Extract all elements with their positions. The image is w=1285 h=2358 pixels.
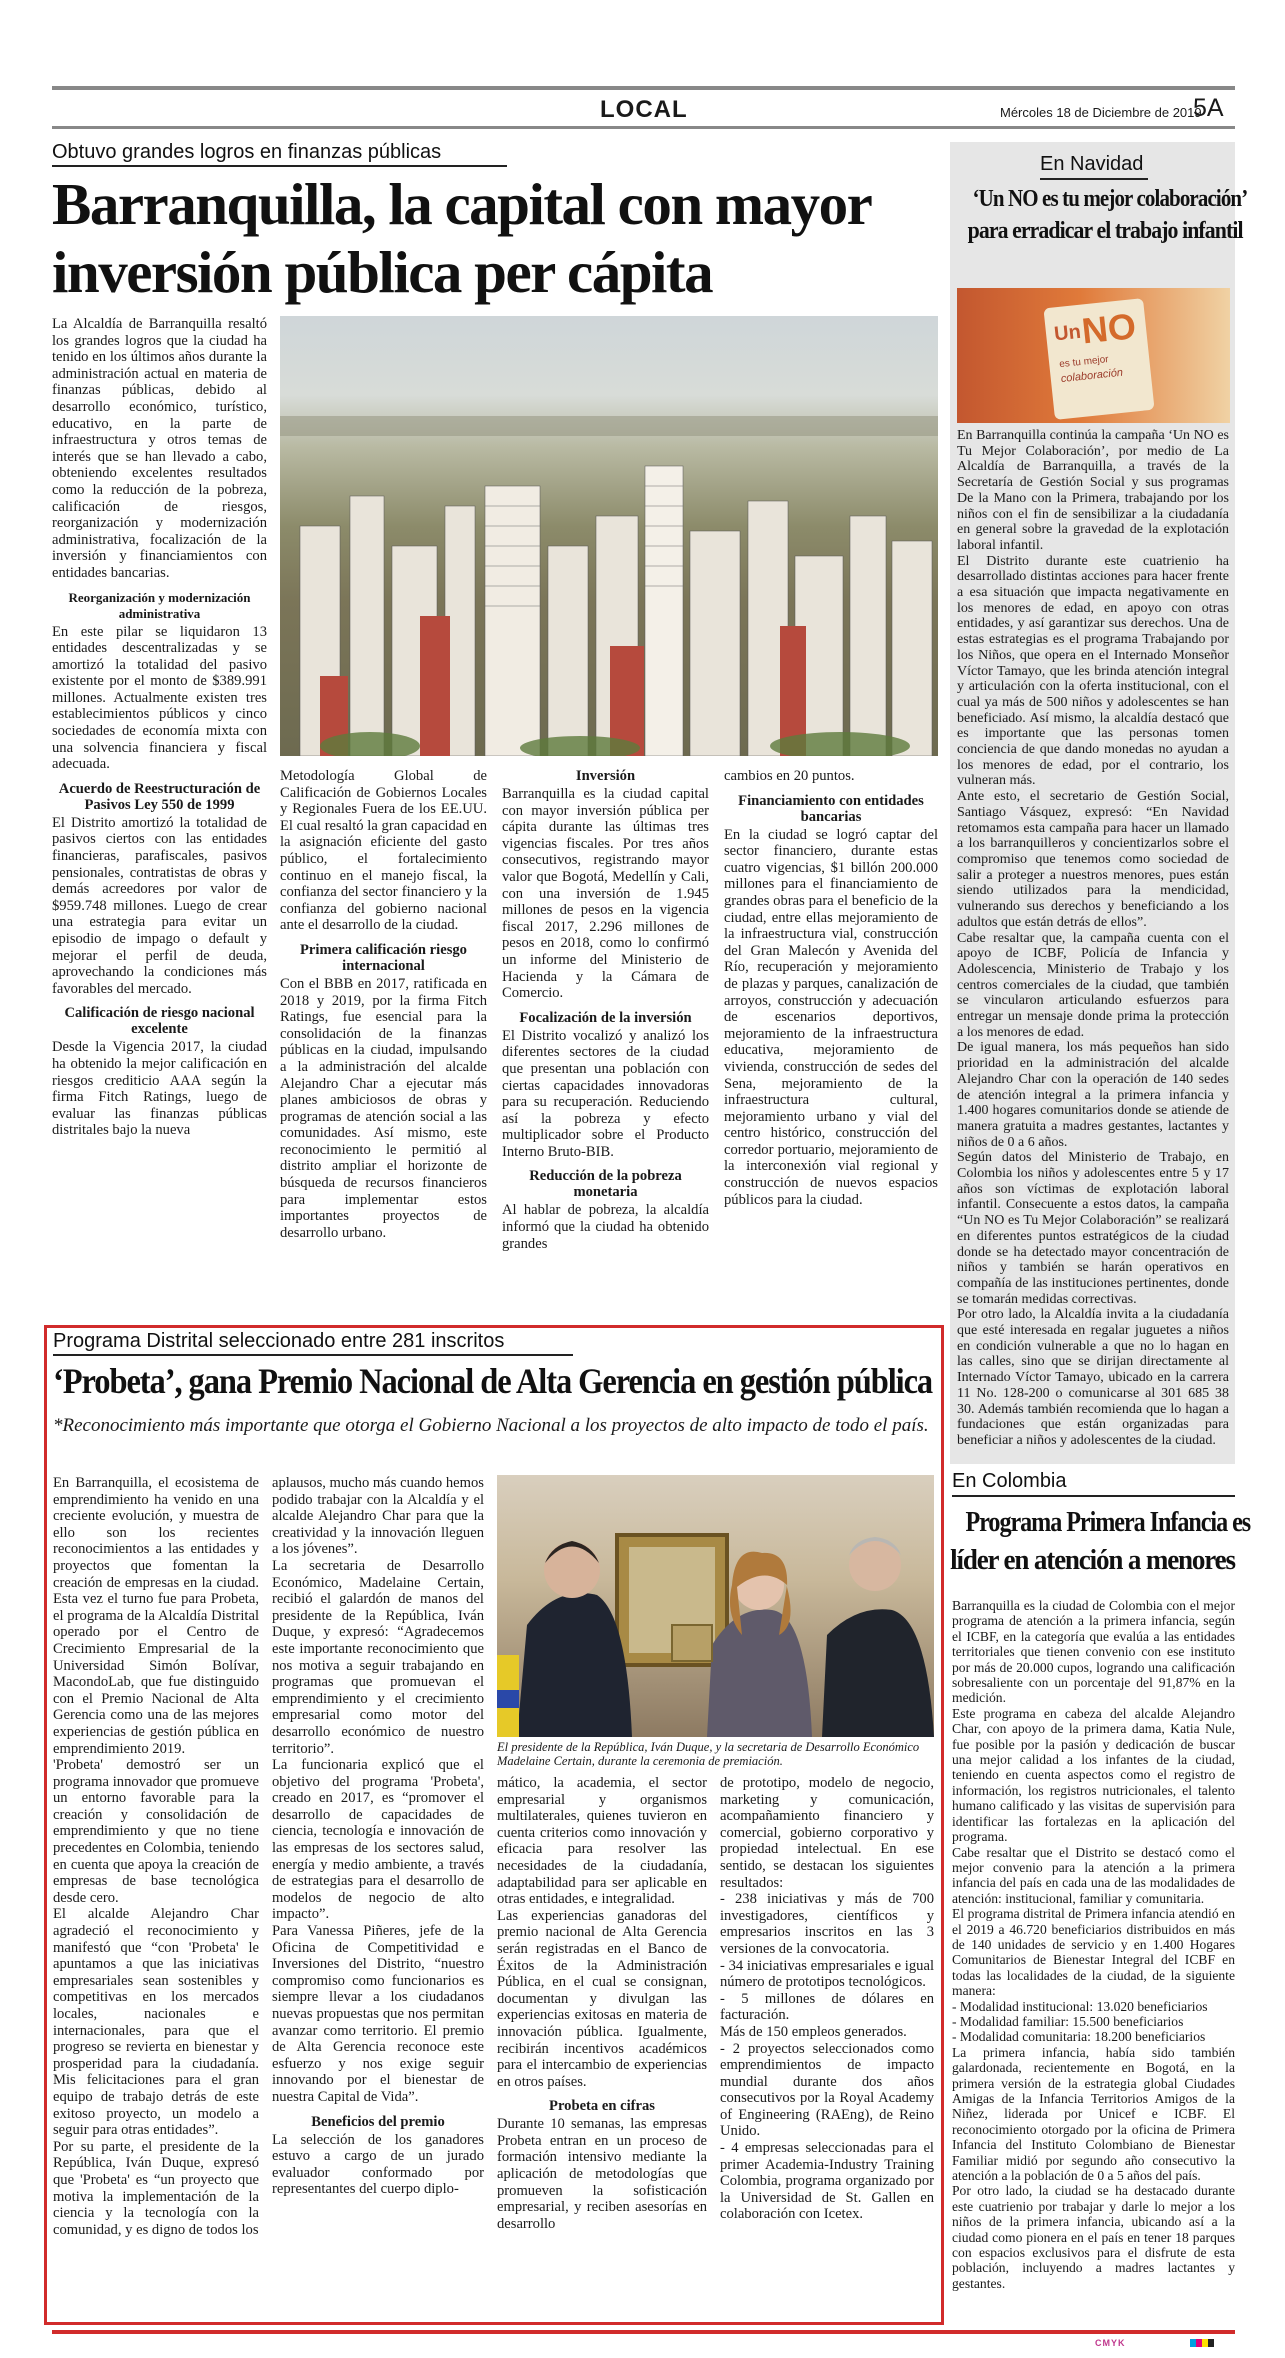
main-headline-line1: Barranquilla, la capital con mayor — [52, 171, 872, 237]
list-item: Más de 150 empleos generados. — [720, 2023, 907, 2040]
paragraph: El Distrito amortizó la totalidad de pasivos ciertos con las entidades financieras, parafiscales, pasivos pensionales, contratistas de obras y demás acreedores por valor de $959.748 millones. Luego de crear una estrategia para evitar un episodio de impago o default y mejorar el perfil de deuda, aprovechando la condiciones más favorables del mercado. — [52, 814, 267, 997]
paragraph: En Barranquilla, el ecosistema de emprendimiento ha venido en una creciente evolución, y muestra de ello son los recientes reconocimientos a las entidades y proyectos que fomentan la creación de empresas en la ciudad. Esta vez el turno fue para Probeta, el programa de la Alcaldía Distrital operado por el Centro de Crecimiento Empresarial de la Universidad Simón Bolívar, MacondoLab, que fue distinguido con el Premio Nacional de Alta Gerencia como una de las mejores experiencias de gestión pública en emprendimiento 2019. — [53, 1475, 259, 1757]
paragraph: Para Vanessa Piñeres, jefe de la Oficina de Competitividad e Inversiones del Distrito, “nuestro compromiso como funcionarios es siempre llevar a los ciudadanos nuevas propuestas que nos permitan avanzar como territorio. El premio de Alta Gerencia reconoce este esfuerzo y nos exige seguir innovando por el bienestar de nuestra Capital de Vida”. — [272, 1923, 484, 2105]
paragraph: En este pilar se liquidaron 13 entidades descentralizadas y se amortizó la totalidad del pasivo existente por el monto de $389.991 millones. Actualmente existen tres establecimientos públicos y cinco sociedades de economía mixta con una solvencia financiera y fiscal adecuada. — [52, 623, 267, 773]
paragraph: 'Probeta' demostró ser un programa innovador que promueve un entorno favorable para la creación y consolidación de emprendimiento y que no tiene precedentes en Colombia, teniendo en cuenta que apoya la creación de empresas de base tecnológica desde cero. — [53, 1757, 259, 1906]
subhead-probeta-cifras: Probeta en cifras — [549, 2098, 655, 2115]
paragraph: De igual manera, los más pequeños han sido prioridad en la administración del alcalde Alejandro Char con la operación de 140 sedes de atención integral a la primera infancia y 1.400 hogares comunitarios donde se atiende de manera gratuita a madres gestantes, lactantes y niños de 0 a 6 años. — [957, 1040, 1229, 1150]
subhead-reduccion-pobreza: Reducción de la pobreza monetaria — [529, 1168, 682, 1201]
paragraph: Por su parte, el presidente de la República, Iván Duque, expresó que 'Probeta' es “un proyecto que motiva la implementación de la ciencia y la tecnología con la comunidad, y es digno de todos los — [53, 2138, 259, 2238]
paragraph: Por otro lado, la ciudad se ha destacado durante este cuatrienio por trabajar y darle lo mejor a los niños de la primera infancia, ubicando así a la ciudad como pionera en el país en tener 18 parques con espacios exclusivos para el disfrute de esta población, incluyendo a madres lactantes y gestantes. — [952, 2183, 1235, 2291]
colombia-body — [952, 1598, 1235, 2320]
paragraph: El programa distrital de Primera infancia atendió en el 2019 a 46.720 beneficiarios distribuidos en más de 140 unidades de servicio y en 1.400 Hogares Comunitarios de Bienestar Integral del ICBF en todas las localidades de la ciudad, de la siguiente manera: — [952, 1906, 1235, 1999]
poster-text: colaboración — [1060, 366, 1124, 386]
subhead-primera-calificacion: Primera calificación riesgo internacional — [300, 941, 467, 974]
paragraph: mático, la academia, el sector empresarial y organismos multilaterales, quienes tuvieron en cuenta criterios como innovación y eficacia para resolver las necesidades de la ciudadanía, adaptabilidad para ser aplicable en otras entidades, e integralidad. — [497, 1775, 707, 1908]
subhead-financiamiento: Financiamiento con entidades bancarias — [738, 792, 924, 825]
subhead-focalizacion: Focalización de la inversión — [519, 1009, 692, 1026]
bottom-rule — [52, 2330, 1235, 2334]
colombia-kicker-underline — [952, 1495, 1235, 1497]
navidad-headline-line2: para erradicar el trabajo infantil — [967, 218, 1243, 244]
main-kicker: Obtuvo grandes logros en finanzas públicas — [52, 141, 442, 163]
paragraph: Durante 10 semanas, las empresas Probeta entran en un proceso de formación intensivo mediante la aplicación de metodologías que promueven la sofisticación empresarial, y reciben asesorías en desarrollo — [497, 2116, 707, 2232]
paragraph: Metodología Global de Calificación de Gobiernos Locales y Regionales Fuera de los EE.UU. El cual resaltó la gran capacidad en la asignación eficiente del gasto público, el fortalecimiento continuo en el manejo fiscal, la confianza del sector financiero y la confianza del gobierno nacional ante el desarrollo de la ciudad. — [280, 768, 487, 934]
navidad-headline-line1: ‘Un NO es tu mejor colaboración’ — [972, 186, 1248, 212]
paragraph: Barranquilla es la ciudad de Colombia con el mejor programa de atención a la primera infancia, según el ICBF, en la categoría que evalúa a las entidades territoriales que tienen convenio con ese instituto por más de 20.000 cupos, logrando una calificación sobresaliente con un porcentaje del 91,87% en la medición. — [952, 1598, 1235, 1706]
list-item: - 2 proyectos seleccionados como emprendimientos de impacto mundial durante dos años consecutivos por la Royal Academy of Engineering (RAEng), de Reino Unido. — [720, 2040, 934, 2140]
section-name: LOCAL — [600, 96, 688, 123]
city-skyline-photo — [280, 316, 938, 756]
paragraph: cambios en 20 puntos. — [724, 768, 855, 784]
list-item: - Modalidad comunitaria: 18.200 beneficiarios — [952, 2029, 1206, 2045]
paragraph: Al hablar de pobreza, la alcaldía informó que la ciudad ha obtenido grandes — [502, 1202, 709, 1252]
paragraph: Con el BBB en 2017, ratificada en 2018 y 2019, por la firma Fitch Ratings, fue esencial para la consolidación de la finanzas públicas en la ciudad, impulsando a la administración del alcalde Alejandro Char a ejecutar más planes ambiciosos de obras y programas de atención social a las comunidades. Así mismo, este reconocimiento le permitió al distrito ampliar el horizonte de búsqueda de recursos financieros para implementar estos importantes proyectos de desarrollo urbano. — [280, 975, 487, 1241]
top-rule — [52, 86, 1235, 90]
paragraph: de prototipo, modelo de negocio, marketing y comunicación, acompañamiento financiero y comercial, gobierno corporativo y propiedad intelectual. En ese sentido, se destacan los siguientes resultados: — [720, 1775, 934, 1891]
paragraph: La selección de los ganadores estuvo a cargo de un jurado evaluador conformado por representantes del cuerpo diplo- — [272, 2131, 484, 2198]
paragraph: Cabe resaltar que, la campaña cuenta con el apoyo de ICBF, Policía de Infancia y Adolescencia, Ministerio de Trabajo y los centros comerciales de la ciudad, que también se vincularon articulando esfuerzos para entregar un mensaje donde prima la protección a los menores de edad. — [957, 930, 1229, 1040]
award-scene-illustration — [497, 1475, 934, 1737]
paragraph: El alcalde Alejandro Char agradeció el reconocimiento y manifestó que “con 'Probeta' le apuntamos a que las iniciativas empresariales sean sostenibles y competitivas en los mercados locales, nacionales e internacionales, para que el progreso se revierta en bienestar y prosperidad para la ciudadanía. Mis felicitaciones para el gran equipo de trabajo detrás de este exitoso proyecto, un modelo a seguir para otras entidades”. — [53, 1906, 259, 2139]
page-number: 5A — [1193, 94, 1224, 122]
navidad-kicker: En Navidad — [1040, 153, 1144, 175]
paragraph: Ante esto, el secretario de Gestión Social, Santiago Vásquez, expresó: “En Navidad retomamos esta campaña para hacer un llamado a los barranquilleros y concientizarlos sobre el compromiso que tenemos como sociedad de salir a proteger a nuestros menores, pues están siendo utilizados para la mendicidad, vulnerando sus derechos y beneficiando a los adultos que están detrás de ellos”. — [957, 789, 1229, 930]
probeta-headline: ‘Probeta’, gana Premio Nacional de Alta Gerencia en gestión pública — [53, 1361, 933, 1401]
probeta-column-4 — [720, 1775, 934, 2320]
list-item: - 34 iniciativas empresariales e igual número de prototipos tecnológicos. — [720, 1957, 934, 1991]
paragraph: La secretaria de Desarrollo Económico, Madelaine Certain, recibió el galardón de manos del presidente de la República, Iván Duque, y expresó: “Agradecemos este importante reconocimiento que nos motiva a seguir trabajando en programas que promuevan el emprendimiento y el crecimiento empresarial como motor del desarrollo económico de nuestro territorio”. — [272, 1557, 484, 1757]
award-photo-caption: El presidente de la República, Iván Duque, y la secretaria de Desarrollo Económico Madelaine Certain, durante la ceremonia de premiación. — [497, 1740, 920, 1768]
probeta-kicker: Programa Distrital seleccionado entre 281 inscritos — [53, 1330, 505, 1352]
main-headline-line2: inversión pública per cápita — [52, 239, 713, 305]
probeta-kicker-underline — [53, 1354, 573, 1356]
paragraph: La primera infancia, había sido también galardonada, recientemente en Bogotá, en la primera versión de la estrategia global Ciudades Amigas de la Infancia Territorios Amigos de la Niñez, liderada por Unicef e ICBF. El reconocimiento otorgado por la oficina de Primera Infancia del Instituto Colombiano de Bienestar Familiar midió por segundo año consecutivo la atención a la población de 0 a 5 años del país. — [952, 2044, 1235, 2184]
issue-date: Mércoles 18 de Diciembre de 2019 — [1000, 105, 1202, 120]
paragraph: Según datos del Ministerio de Trabajo, en Colombia los niños y adolescentes entre 5 y 17 años son víctimas de explotación laboral infantil. Consecuente a estos datos, la campaña “Un NO es Tu Mejor Colaboración” se realizará en diferentes puntos estratégicos de la ciudad donde se ha detectado mayor concentración de niños y también se harán operativos en compañía de las instituciones pertinentes, donde se tomarán medidas correctivas. — [957, 1150, 1229, 1307]
probeta-column-3 — [497, 1775, 707, 2320]
subhead-inversion: Inversión — [575, 768, 636, 784]
main-column-3 — [502, 768, 709, 1340]
poster-text: Un — [1053, 320, 1082, 346]
list-item: - 5 millones de dólares en facturación. — [720, 1990, 934, 2024]
paragraph: Desde la Vigencia 2017, la ciudad ha obtenido la mejor calificación en riesgos crediticio AAA según la firma Fitch Ratings, luego de evaluar las finanzas públicas distritales bajo la nueva — [52, 1039, 267, 1139]
main-kicker-underline — [52, 165, 507, 167]
main-intro: La Alcaldía de Barranquilla resaltó los grandes logros que la ciudad ha tenido en los últimos años durante la administración actual en materia de finanzas públicas, debido al desarrollo económico, turístico, educativo, en la parte de infraestructura y otros temas de interés que se han llevado a cabo, obteniendo excelentes resultados como la reducción de la pobreza, calificación de riesgos, reorganización y modernización administrativa, focalización de la inversión y financiamientos con entidades bancarias. — [52, 316, 267, 581]
paragraph: En la ciudad se logró captar del sector financiero, durante estas cuatro vigencias, $1 billón 200.000 millones para el financiamiento de grandes obras para el beneficio de la ciudad, entre ellas mejoramiento de la infraestructura vial, construcción del Gran Malecón y Avenida del Río, recuperación y mejoramiento de plazas y parques, canalización de arroyos, construcción y adecuación de escenarios deportivos, mejoramiento de la infraestructura educativa, mejoramiento de vivienda, construcción de sedes del Sena, mejoramiento de la infraestructura cultural, mejoramiento urbano y vial del centro histórico, construcción del corredor portuario, mejoramiento de la interconexión vial regional y construcción de nuevos espacios públicos para la ciudad. — [724, 826, 938, 1208]
colombia-kicker: En Colombia — [952, 1470, 1067, 1492]
probeta-column-1 — [53, 1475, 259, 2320]
cmyk-mark: CMYK — [1095, 2338, 1126, 2348]
subhead-reorganizacion: Reorganización y modernización administrativa — [68, 589, 251, 621]
paragraph: Por otro lado, la Alcaldía invita a la ciudadanía que esté interesada en regalar juguetes a niños en condición vulnerable a que no lo hagan en las calles, sino que se dirijan directamente al Internado Víctor Tamayo, ubicado en la carrera 11 No. 128-200 o comunicarse al 301 685 38 30. Además también recomienda que lo hagan a fundaciones que están organizadas para beneficiar a niños y adolescentes de la ciudad. — [957, 1307, 1229, 1448]
subhead-acuerdo: Acuerdo de Reestructuración de Pasivos Ley 550 de 1999 — [58, 780, 261, 813]
paragraph: aplausos, mucho más cuando hemos podido trabajar con la Alcaldía y el alcalde Alejandro Char para que la creatividad y la innovación lleguen a los jóvenes”. — [272, 1475, 484, 1558]
award-ceremony-photo — [497, 1475, 934, 1737]
navidad-body — [957, 428, 1229, 1458]
poster-text: NO — [1079, 305, 1138, 352]
paragraph: El Distrito durante este cuatrienio ha desarrollado distintas acciones para hacer frente a esa situación que impacta negativamente en los menores de edad, en apoyo con otras entidades, y así garantizar sus derechos. Una de estas estrategias es el programa Trabajando por los Niños, que opera en el Internado Monseñor Víctor Tamayo, que les brinda atención integral y articulación con la oferta institucional, con el cual ya más de 500 niños y adolescentes se han beneficiado. Así mismo, la alcaldía destacó que es importante que las personas tomen conciencia de que dando monedas no ayudan a los menores de edad, por el contrario, los vulneran más. — [957, 553, 1229, 789]
colombia-headline-line1: Programa Primera Infancia es — [965, 1507, 1251, 1538]
main-column-2 — [280, 768, 487, 1340]
paragraph: Este programa en cabeza del alcalde Alejandro Char, con apoyo de la primera dama, Katia Nule, fue posible por la pasión y dedicación de buscar una mejor calidad a los infantes de la ciudad, teniendo en cuenta aspectos como el registro de información, los registros nutricionales, el talento humano calificado y las visitas de supervisión para identificar las fortalezas en la aplicación del programa. — [952, 1705, 1235, 1845]
main-column-4 — [724, 768, 938, 1340]
color-registration-bar — [1190, 2339, 1214, 2347]
paragraph: Las experiencias ganadoras del premio nacional de Alta Gerencia serán registradas en el Banco de Éxitos de la Administración Pública, en el cual se consignan, documentan y divulgan las experiencias exitosas en materia de innovación pública. Igualmente, recibirán incentivos académicos para el intercambio de experiencias en otros países. — [497, 1907, 707, 2090]
paragraph: El Distrito vocalizó y analizó los diferentes sectores de la ciudad que presentan una población con ciertas capacidades innovadoras para su recuperación. Reduciendo así la pobreza y efecto multiplicador sobre el Producto Interno Bruto-BIB. — [502, 1027, 709, 1160]
poster-text: es tu mejor — [1058, 354, 1110, 371]
probeta-deck: *Reconocimiento más importante que otorga el Gobierno Nacional a los proyectos de alto impacto de todo el país. — [53, 1415, 929, 1436]
list-item: - Modalidad familiar: 15.500 beneficiarios — [952, 2013, 1184, 2029]
city-buildings-illustration — [280, 316, 938, 756]
probeta-column-2 — [272, 1475, 484, 2320]
colombia-headline-line2: líder en atención a menores — [950, 1545, 1235, 1576]
paragraph: Cabe resaltar que el Distrito se destacó como el mejor convenio para la atención a la primera infancia del país en cada una de las modalidades de atención: institucional, familiar y comunitaria. — [952, 1844, 1235, 1906]
main-column-1 — [52, 316, 267, 1336]
paragraph: La funcionaria explicó que el objetivo del programa 'Probeta', creado en 2017, es “promover el desarrollo de capacidades de ciencia, tecnología e innovación de las empresas de los sectores salud, energía y medio ambiente, a través de estrategias para el desarrollo de modelos de negocio de alto impacto”. — [272, 1757, 484, 1923]
subhead-calificacion: Calificación de riesgo nacional excelente — [64, 1005, 255, 1038]
poster-card — [1043, 298, 1154, 420]
paragraph: En Barranquilla continúa la campaña ‘Un NO es Tu Mejor Colaboración’, por medio de La Alcaldía de Barranquilla, a través de la Secretaría de Gestión Social y sus programas De la Mano con la Primera, trabajando por los niños con el fin de sensibilizar a la ciudadanía en general sobre la gravedad de la explotación laboral infantil. — [957, 428, 1229, 553]
masthead-rule — [52, 126, 1235, 129]
subhead-beneficios: Beneficios del premio — [311, 2113, 445, 2130]
list-item: - 4 empresas seleccionadas para el primer Academia-Industry Training Colombia, programa organizado por la Universidad de St. Gallen en colaboración con Icetex. — [720, 2140, 934, 2223]
paragraph: Barranquilla es la ciudad capital con mayor inversión pública per cápita durante las últimas tres vigencias fiscales. Por tres años consecutivos, registrando mayor valor que Bogotá, Medellín y Cali, con una inversión de 1.945 millones de pesos en la vigencia fiscal 2017, 2.296 millones de pesos en 2018, como lo confirmó un informe del Ministerio de Hacienda y la Cámara de Comercio. — [502, 786, 709, 1002]
list-item: - Modalidad institucional: 13.020 beneficiarios — [952, 1998, 1208, 2014]
campaign-poster-photo — [957, 288, 1230, 423]
navidad-kicker-underline — [1040, 178, 1148, 180]
list-item: - 238 iniciativas y más de 700 investigadores, científicos y empresarios inscritos en las 3 versiones de la convocatoria. — [720, 1891, 934, 1957]
